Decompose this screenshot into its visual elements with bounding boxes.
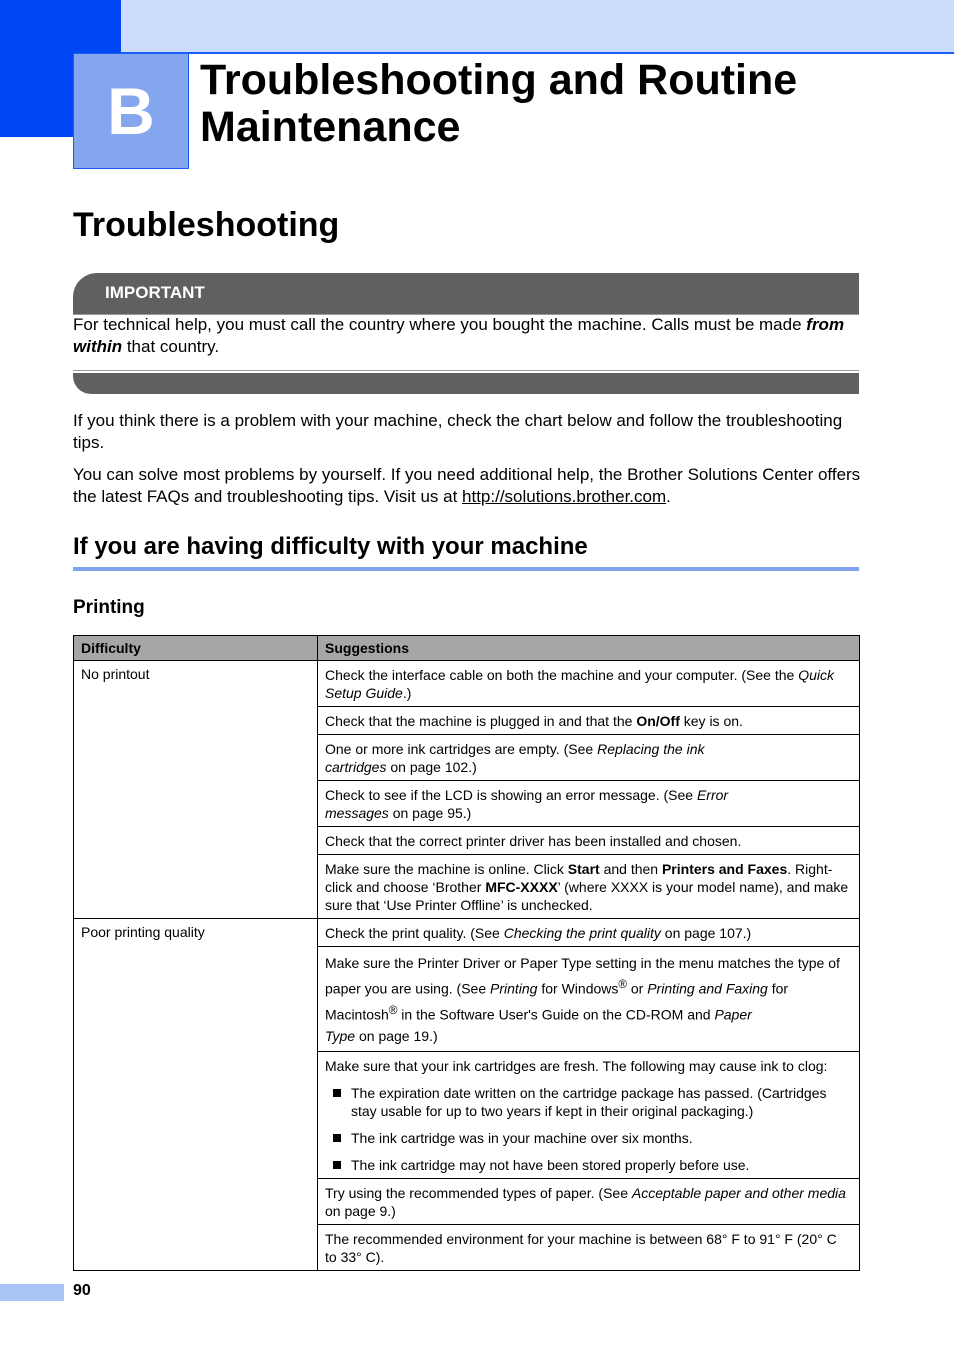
chapter-title: Troubleshooting and Routine Maintenance	[200, 56, 798, 151]
printing-heading: Printing	[73, 597, 145, 618]
important-text: For technical help, you must call the country where you bought the machine. Calls must be made from within that country.	[73, 315, 845, 356]
solutions-link[interactable]: http://solutions.brother.com	[462, 487, 667, 506]
bullet-square-icon	[333, 1134, 341, 1142]
header-band	[121, 0, 954, 54]
important-label: IMPORTANT	[105, 283, 205, 302]
subsection-title: If you are having difficulty with your machine	[73, 533, 588, 560]
subsection-rule	[73, 567, 859, 571]
difficulty-cell: Poor printing quality	[74, 919, 318, 1271]
suggestion-cell: One or more ink cartridges are empty. (See Replacing the ink cartridges on page 102.)	[318, 735, 860, 781]
intro-paragraph-1: If you think there is a problem with your machine, check the chart below and follow the troubleshooting tips.	[73, 411, 843, 452]
intro-paragraph-2: You can solve most problems by yourself. If you need additional help, the Brother Solutions Center offers the latest FAQs and troubleshooting tips. Visit us at http://solutions.brother.com.	[73, 465, 861, 506]
table-header-row	[74, 636, 860, 661]
header-difficulty: Difficulty	[74, 636, 318, 661]
suggestion-cell: Check that the machine is plugged in and that the On/Off key is on.	[318, 707, 860, 735]
list-item: The expiration date written on the cartridge package has passed. (Cartridges stay usable for up to two years if kept in their original packaging.)	[325, 1084, 852, 1120]
bullet-square-icon	[333, 1089, 341, 1097]
suggestion-cell: Make sure the machine is online. Click Start and then Printers and Faxes. Right-click and choose ‘Brother MFC-XXXX’ (where XXXX is your model name), and make sure that ‘Use Printer Offline’ is unchecked.	[318, 855, 860, 919]
chapter-letter-box: B	[73, 53, 189, 169]
bullet-square-icon	[333, 1161, 341, 1169]
list-item: The ink cartridge may not have been stored properly before use.	[325, 1156, 852, 1174]
suggestion-cell: Check the interface cable on both the machine and your computer. (See the Quick Setup Guide.)	[318, 661, 860, 707]
section-title: Troubleshooting	[73, 206, 340, 244]
table-row	[74, 661, 860, 707]
page-number-tab	[0, 1284, 64, 1301]
difficulty-cell: No printout	[74, 661, 318, 919]
table-row	[74, 919, 860, 947]
page-number: 90	[73, 1282, 91, 1299]
suggestion-cell: Check the print quality. (See Checking the print quality on page 107.)	[318, 919, 860, 947]
printing-troubleshooting-table	[73, 635, 860, 1271]
suggestion-cell: Try using the recommended types of paper. (See Acceptable paper and other media on page 9.)	[318, 1179, 860, 1225]
suggestion-cell: Make sure the Printer Driver or Paper Type setting in the menu matches the type of paper you are using. (See Printing for Windows® or Printing and Faxing for Macintosh® in the Software User's Guide on the CD-ROM and Paper Type on page 19.)	[318, 947, 860, 1052]
suggestion-cell: Check to see if the LCD is showing an error message. (See Error messages on page 95.)	[318, 781, 860, 827]
suggestion-cell: The recommended environment for your machine is between 68° F to 91° F (20° C to 33° C).	[318, 1225, 860, 1271]
important-bottom-rule	[73, 370, 859, 371]
important-banner	[73, 273, 859, 315]
header-suggestions: Suggestions	[318, 636, 860, 661]
suggestion-cell: Check that the correct printer driver has been installed and chosen.	[318, 827, 860, 855]
suggestion-cell: Make sure that your ink cartridges are fresh. The following may cause ink to clog: The expiration date written on the cartridge package has passed. (Cartridges stay usable for up to two years if kept in their original packaging.) The ink cartridge was in your machine over six months. The ink cartridge may not have been stored properly before use.	[318, 1052, 860, 1179]
list-item: The ink cartridge was in your machine over six months.	[325, 1129, 852, 1147]
important-bottom-bar	[73, 373, 859, 394]
